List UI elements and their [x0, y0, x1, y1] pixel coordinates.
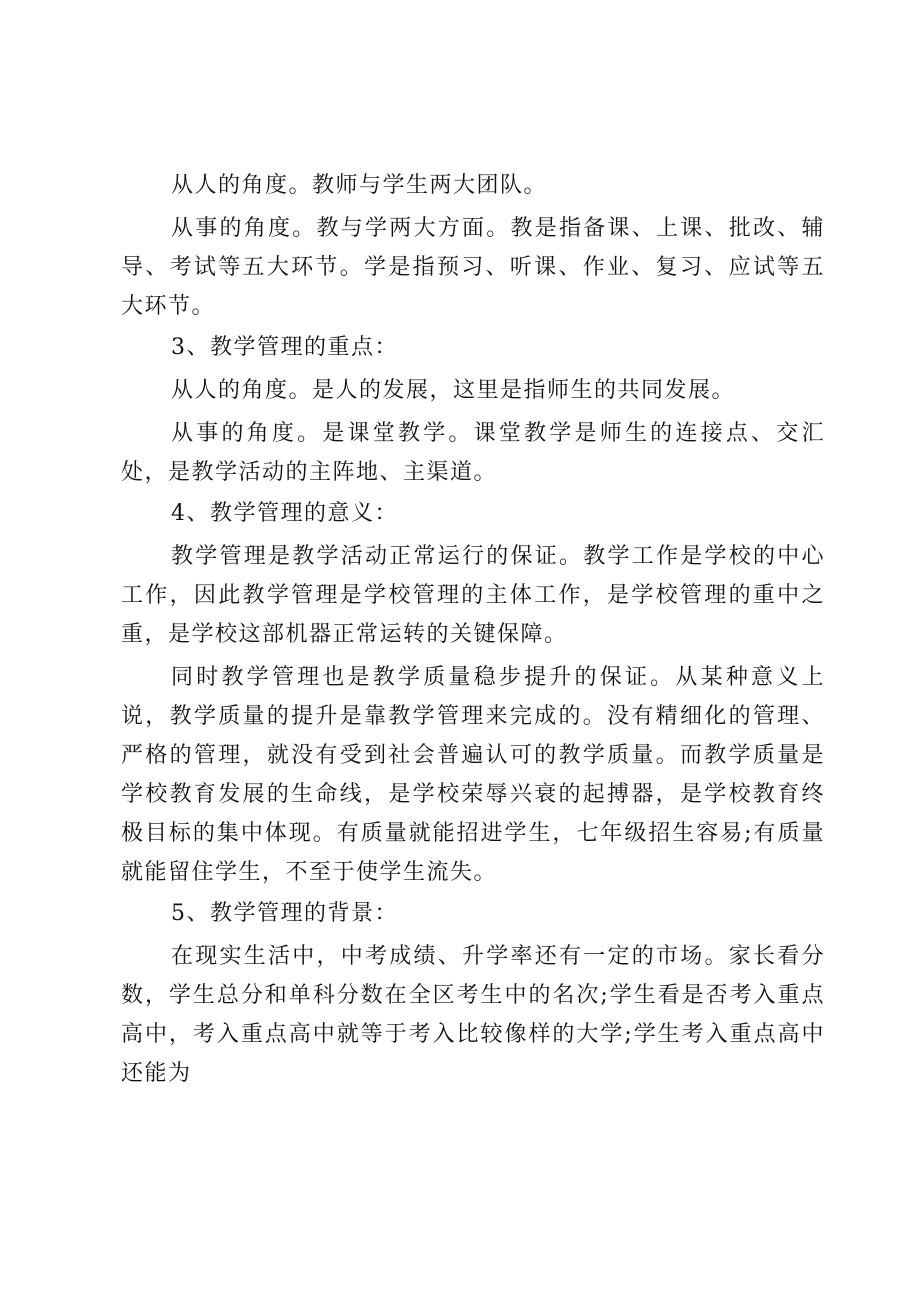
heading-teaching-management-significance: 4、教学管理的意义：: [171, 501, 398, 526]
paragraph-affairs-perspective: 从事的角度。教与学两大方面。教是指备课、上课、批改、辅导、考试等五大环节。学是指预习、听课、作业、复习、应试等五大环节。: [121, 216, 825, 319]
paragraph-focus-affairs: 从事的角度。是课堂教学。课堂教学是师生的连接点、交汇处，是教学活动的主阵地、主渠道。: [121, 421, 825, 485]
heading-teaching-management-focus: 3、教学管理的重点：: [171, 335, 398, 360]
paragraph-significance-guarantee: 教学管理是教学活动正常运行的保证。教学工作是学校的中心工作，因此教学管理是学校管理的主体工作，是学校管理的重中之重，是学校这部机器正常运转的关键保障。: [121, 544, 825, 647]
paragraph-people-perspective: 从人的角度。教师与学生两大团队。: [171, 173, 548, 198]
document-body: [121, 166, 825, 1093]
paragraph-background-reality: 在现实生活中，中考成绩、升学率还有一定的市场。家长看分数，学生总分和单科分数在全区考生中的名次;学生看是否考入重点高中，考入重点高中就等于考入比较像样的大学;学生考入重点高中还能为: [121, 944, 825, 1086]
paragraph-focus-people: 从人的角度。是人的发展，这里是指师生的共同发展。: [171, 378, 736, 403]
heading-teaching-management-background: 5、教学管理的背景：: [171, 901, 398, 926]
paragraph-significance-quality: 同时教学管理也是教学质量稳步提升的保证。从某种意义上说，教学质量的提升是靠教学管理来完成的。没有精细化的管理、严格的管理，就没有受到社会普遍认可的教学质量。而教学质量是学校教育发展的生命线，是学校荣辱兴衰的起搏器，是学校教育终极目标的集中体现。有质量就能招进学生，七年级招生容易;有质量就能留住学生，不至于使学生流失。: [121, 665, 825, 885]
